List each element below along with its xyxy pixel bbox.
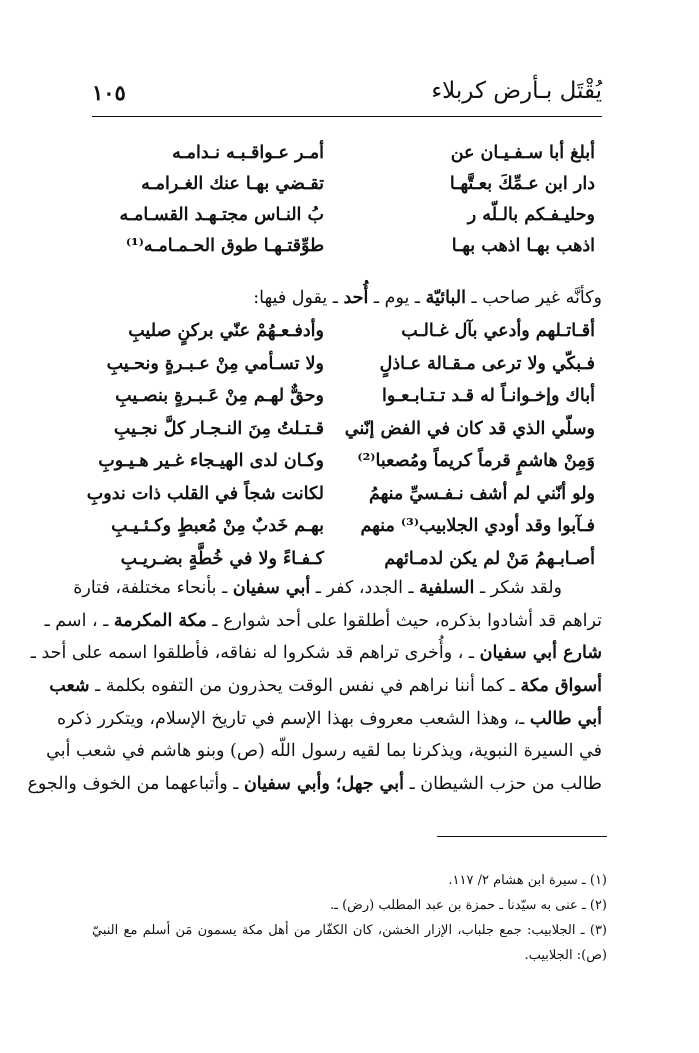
verse [110,413,595,446]
verse-first-hemistich: دار ابن عـمِّكَ بعـتَّهـا [449,174,595,194]
footnote: (١) ـ سيرة ابن هشام ٢/ ١١٧. [448,873,607,888]
verse-first-hemistich: ولو أنّني لم أشف نـفـسيِّ منهمُ [368,483,595,504]
poem-first [110,138,595,262]
verse-second-hemistich: وكـان لدى الهيـجاء غـير هـيـوبِ [98,451,324,471]
verse [110,510,595,543]
verse [98,445,595,478]
text-run: تراهم قد أشادوا بذكره، حيث أطلقوا على أحد شوارع ـ [206,610,602,631]
bold-term: مكة المكرمة [113,610,207,631]
text-run: ـ بأنحاء مختلفة، فتارة [73,578,233,598]
page-number: ١٠٥ [92,80,126,105]
verse-second-hemistich: وأدفـعـهُمْ عنّي بركنٍ صليبِ [128,321,324,341]
intro-text: ـ يقول فيها: [253,288,344,308]
intro-bold-term: البائيّة [425,288,466,308]
intro-text: وكأنَّه غير صاحب ـ [465,288,602,308]
bold-term: أبي جهل؛ وأبي سفيان [243,774,404,795]
verse-first-hemistich: وَمِنْ هاشمٍ قرماً كريماً ومُصعبا⁽²⁾ [357,451,595,471]
verse-second-hemistich: كـفـاءً ولا في خُطَّةٍ بضـريـبِ [120,548,324,569]
verse [110,138,595,169]
verse-first-hemistich: وحليـفـكم بالـلّه ر [467,205,595,225]
verse-second-hemistich: ولا تسـأمي مِنْ عـبـرةٍ ونحـيبِ [106,353,324,374]
text-run: ـ ، اسم ـ [44,610,114,631]
paragraph-line [27,768,602,801]
bold-term: السلفية [419,578,475,598]
verse-first-hemistich: اذهب بهـا اذهب بهـا [451,236,595,256]
verse-second-hemistich: بهـم خَدبٌ مِنْ مُعبطٍ وكـئـيـبِ [111,516,324,536]
bold-term: شعب [49,676,90,697]
verse [106,348,595,381]
verse-second-hemistich: أمـر عـواقـبـه نـدامـه [172,143,324,163]
header-rule [92,116,602,117]
paragraph-line [46,735,602,768]
text-run: ـ، وهذا الشعب معروف بهذا الإسم في تاريخ الإسلام، ويتكرر ذكره [56,708,530,729]
verse [110,169,595,200]
verse-second-hemistich: طوِّقتـهـا طوق الحـمـامـه⁽¹⁾ [125,236,324,256]
running-header [92,78,602,114]
bold-term: أبي سفيان [232,578,311,598]
intro-text: ـ يوم ـ [368,288,426,308]
paragraph-line [56,703,602,736]
poem-second [86,315,595,575]
body-paragraph [27,572,602,801]
text-run: ـ ، وأُخرى تراهم قد شكروا له نفاقه، فأطلقوا اسمه على أحد ـ [30,643,480,664]
footnote: (٣) ـ الجلابيب: جمع جلباب، الإزار الخشن، كان الكفّار من أهل مكة يسمون مَن أسلم مع النبيّ (ص): الجلابيب. [92,923,607,963]
verse-first-hemistich: أقـاتـلهم وأدعي بآل غـالـب [401,321,595,341]
text-run: طالب من حزب الشيطان ـ [404,774,602,795]
verse-first-hemistich: أباك وإخـوانـاً له قـد تـتـابـعـوا [382,386,595,406]
paragraph-line [44,605,602,638]
intro-bold-term: أُحد [343,288,369,308]
chapter-title: يُقْتَل بـأرض كربلاء [431,78,602,104]
text-run: ـ وأتباعهما من الخوف والجوع [27,774,244,795]
paragraph-line [73,572,602,605]
bold-term: أسواق مكة [520,676,602,697]
verse-first-hemistich: أبلغ أبا سـفـيـان عن [450,143,595,163]
intro-line [253,283,602,313]
verse [110,543,595,576]
bold-term: أبي طالب [529,708,602,729]
text-run: ـ كما أننا نراهم في نفس الوقت يحذرون من التفوه بكلمة ـ [89,676,521,697]
verse-first-hemistich: فـآبوا وقد أودي الجلابيب⁽³⁾ منهم [360,516,595,536]
text-run: ولقد شكر ـ [474,578,562,598]
verse [110,231,595,262]
footnotes [92,868,607,968]
paragraph-line [49,670,602,703]
verse [110,200,595,231]
verse-second-hemistich: بُ النـاس مجتـهـد القسـامـه [119,205,324,225]
verse-first-hemistich: وسلّي الذي قد كان في الفض إنّني [344,418,595,439]
verse-second-hemistich: لكانت شجاً في القلب ذات ندوبِ [86,483,324,504]
verse [86,478,595,511]
text-run: ـ الجدد، كفر ـ [310,578,420,598]
text-run: في السيرة النبوية، ويذكرنا بما لقيه رسول اللّه (ص) وبنو هاشم في شعب أبي [46,741,602,762]
footnote: (٢) ـ عنى به سيّدنا ـ حمزة بن عبد المطلب (رض) ـ. [330,898,607,913]
verse-second-hemistich: قـتـلتُ مِنَ النـجـار كلَّ نجـيبِ [113,418,324,439]
verse-second-hemistich: وحقٌّ لهـم مِنْ عَـبـرةٍ بنصـيبِ [115,386,324,406]
verse-first-hemistich: أصـابـهمُ مَنْ لم يكن لدمـائهم [384,548,595,569]
paragraph-line [30,637,602,670]
verse-second-hemistich: تقـضي بهـا عنك الغـرامـه [141,174,324,194]
verse [110,380,595,413]
footnote-separator [437,836,607,837]
bold-term: شارع أبي سفيان [479,643,602,664]
verse-first-hemistich: فـبكّي ولا ترعى مـقـالة عـاذلٍ [379,353,595,374]
verse [110,315,595,348]
